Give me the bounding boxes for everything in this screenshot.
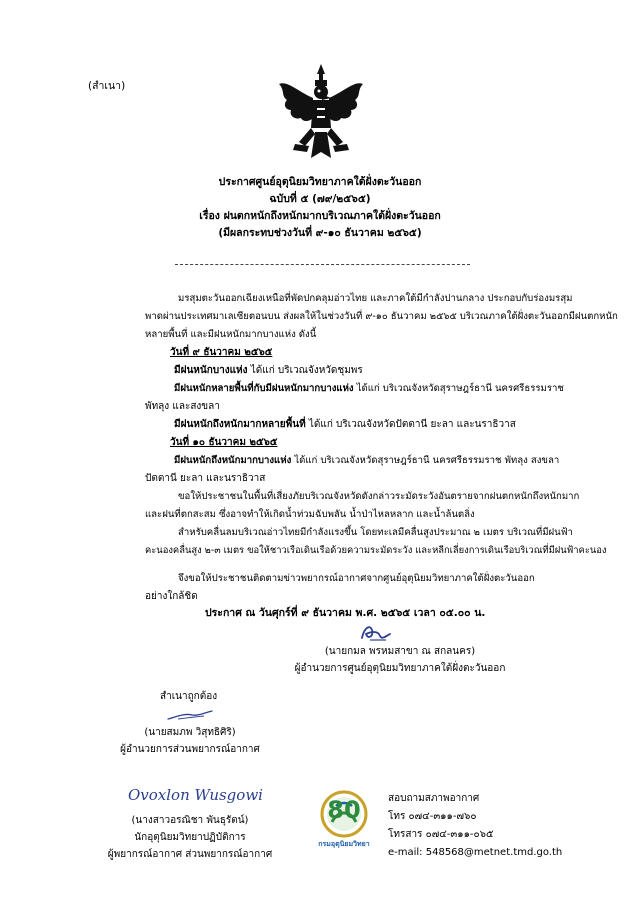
contact-fax: โทรสาร ๐๗๔-๓๑๑-๐๖๕ — [388, 829, 494, 840]
director-name: (นายกมล พรหมสาขา ณ สกลนคร) — [324, 646, 476, 657]
day2-item-1-label: มีฝนหนักถึงหนักมากบางแห่ง — [174, 455, 292, 466]
day2-item-1 — [174, 454, 559, 467]
day1-item-2-label: มีฝนหนักหลายพื้นที่กับมีฝนหนักมากบางแห่ง — [174, 383, 354, 394]
day1-item-2 — [174, 382, 564, 395]
director-signature-icon — [356, 622, 396, 644]
forecaster-name: (นางสาวอรณิชา พันธุรัตน์) — [131, 815, 249, 826]
day1-item-2-line-2: พัทลุง และสงขลา — [145, 401, 220, 412]
body-paragraph-2-line-2: และฝนที่ตกสะสม ซึ่งอาจทำให้เกิดน้ำท่วมฉับพลัน น้ำป่าไหลหลาก และน้ำล้นตลิ่ง — [145, 509, 475, 520]
certifier-name: (นายสมภพ วิสุทธิศิริ) — [144, 727, 236, 738]
body-paragraph-1-line-1: มรสุมตะวันออกเฉียงเหนือที่พัดปกคลุมอ่าวไทย และภาคใต้มีกำลังปานกลาง ประกอบกับร่องมรสุม — [178, 293, 573, 304]
day1-item-1-label: มีฝนหนักบางแห่ง — [174, 365, 248, 376]
forecaster-title-2: ผู้พยากรณ์อากาศ ส่วนพยากรณ์อากาศ — [107, 849, 273, 860]
director-title: ผู้อำนวยการศูนย์อุตุนิยมวิทยาภาคใต้ฝั่งตะวันออก — [294, 663, 506, 674]
certifier-title: ผู้อำนวยการส่วนพยากรณ์อากาศ — [120, 744, 260, 755]
body-paragraph-2-line-1: ขอให้ประชาชนในพื้นที่เสี่ยงภัยบริเวณจังหวัดดังกล่าวระมัดระวังอันตรายจากฝนตกหนักถึงหนักมาก — [178, 491, 580, 502]
day1-item-3-label: มีฝนหนักถึงหนักมากหลายพื้นที่ — [174, 419, 306, 430]
certifier-signature-icon — [164, 707, 216, 723]
copy-mark: (สำเนา) — [88, 80, 126, 92]
day1-item-1 — [174, 364, 363, 377]
contact-phone: โทร ๐๗๔-๓๑๑-๗๖๐ — [388, 811, 477, 822]
body-paragraph-1-line-3: หลายพื้นที่ และมีฝนหนักมากบางแห่ง ดังนี้ — [145, 329, 317, 340]
announce-date-line: ประกาศ ณ วันศุกร์ที่ ๙ ธันวาคม พ.ศ. ๒๕๖๕ เวลา ๐๕.๐๐ น. — [205, 607, 486, 619]
garuda-emblem-icon — [275, 62, 367, 164]
forecaster-title-1: นักอุตุนิยมวิทยาปฏิบัติการ — [134, 832, 246, 843]
header-divider — [175, 264, 470, 265]
body-paragraph-3-line-2: คะนองคลื่นสูง ๒-๓ เมตร ขอให้ชาวเรือเดินเรือด้วยความระมัดระวัง และหลีกเลี่ยงการเดินเรือบริเวณที่มีฝนฟ้าคะนอง — [145, 545, 607, 556]
day1-item-3 — [174, 418, 516, 431]
logo-numeral: 80 — [327, 796, 361, 824]
body-paragraph-4-line-1: จึงขอให้ประชาชนติดตามข่าวพยากรณ์อากาศจากศูนย์อุตุนิยมวิทยาภาคใต้ฝั่งตะวันออก — [178, 573, 535, 584]
announcement-title: ประกาศศูนย์อุตุนิยมวิทยาภาคใต้ฝั่งตะวันออก — [218, 176, 422, 188]
day2-item-1-line-2: ปัตตานี ยะลา และนราธิวาส — [145, 473, 266, 484]
contact-email-link[interactable]: e-mail: 548568@metnet.tmd.go.th — [388, 847, 563, 858]
day1-item-3-text: ได้แก่ บริเวณจังหวัดปัตตานี ยะลา และนราธิวาส — [305, 419, 516, 430]
body-paragraph-4-line-2: อย่างใกล้ชิด — [145, 591, 198, 602]
tmd-80-logo — [312, 788, 376, 852]
day1-item-1-text: ได้แก่ บริเวณจังหวัดชุมพร — [247, 365, 363, 376]
announcement-period: (มีผลกระทบช่วงวันที่ ๙-๑๐ ธันวาคม ๒๕๖๕) — [218, 227, 422, 239]
day1-item-2-text: ได้แก่ บริเวณจังหวัดสุราษฎร์ธานี นครศรีธรรมราช — [353, 383, 564, 394]
day2-date: วันที่ ๑๐ ธันวาคม ๒๕๖๕ — [170, 437, 278, 448]
certified-copy-label: สำเนาถูกต้อง — [160, 691, 218, 702]
body-paragraph-1-line-2: พาดผ่านประเทศมาเลเซียตอนบน ส่งผลให้ในช่วงวันที่ ๙-๑๐ ธันวาคม ๒๕๖๕ บริเวณภาคใต้ฝั่งตะวันออกมีฝนตกหนัก — [145, 311, 618, 322]
day2-item-1-text: ได้แก่ บริเวณจังหวัดสุราษฎร์ธานี นครศรีธรรมราช พัทลุง สงขลา — [291, 455, 560, 466]
forecaster-signature: Ovoxlon Wusgowi — [128, 786, 263, 804]
contact-heading: สอบถามสภาพอากาศ — [388, 793, 480, 804]
logo-caption: กรมอุตุนิยมวิทยา — [318, 840, 370, 848]
day1-date: วันที่ ๙ ธันวาคม ๒๕๖๕ — [170, 347, 273, 358]
announcement-number: ฉบับที่ ๕ (๗๙/๒๕๖๕) — [269, 193, 371, 205]
body-paragraph-3-line-1: สำหรับคลื่นลมบริเวณอ่าวไทยมีกำลังแรงขึ้น โดยทะเลมีคลื่นสูงประมาณ ๒ เมตร บริเวณที่มีฝนฟ้า — [178, 527, 573, 538]
announcement-subject: เรื่อง ฝนตกหนักถึงหนักมากบริเวณภาคใต้ฝั่งตะวันออก — [199, 210, 441, 222]
